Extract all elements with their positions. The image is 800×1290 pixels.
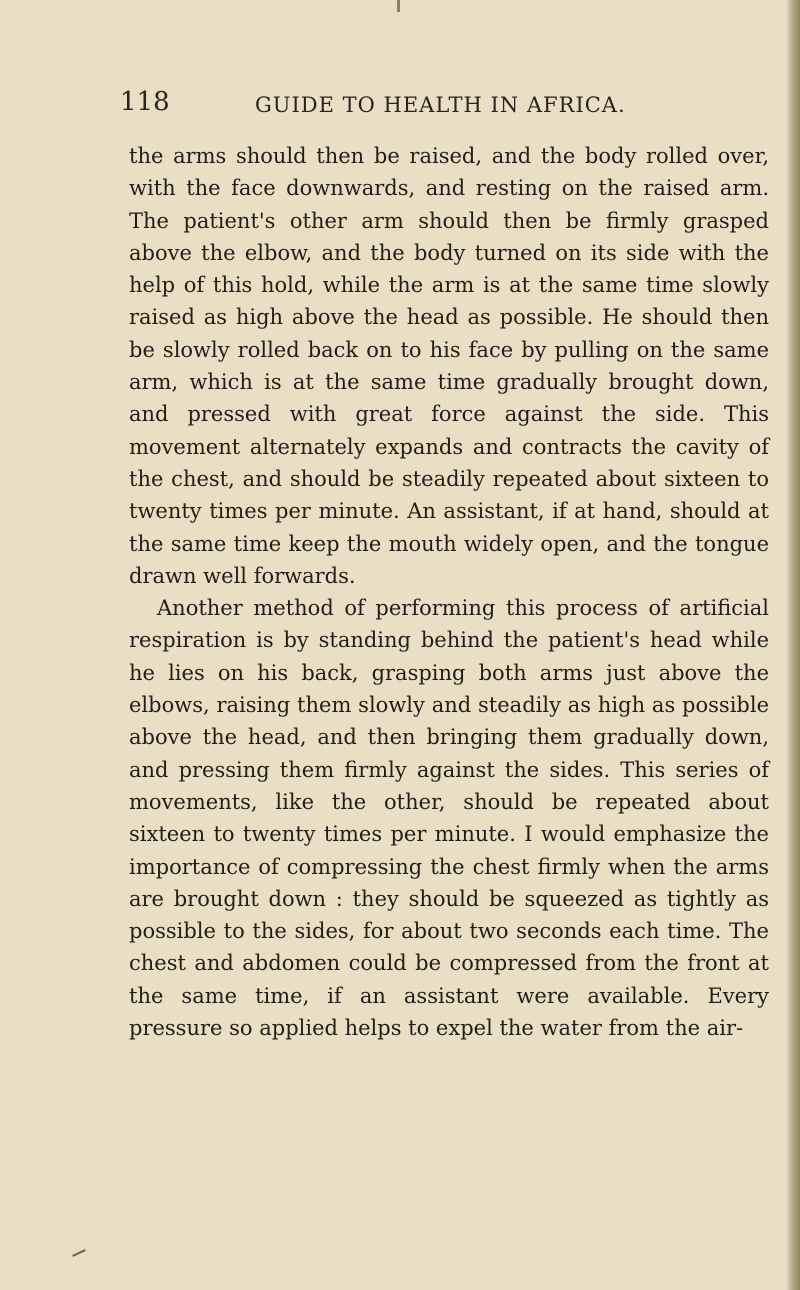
body-text [129,140,769,1044]
paragraph-2: Another method of performing this process of artificial respiration is by standing behind the patient's head while he lies on his back, grasping both arms just above the elbows, raising them slowly and steadily as high as possible above the head, and then bringing them gradually down, and pressing them firmly against the sides. This series of movements, like the other, should be repeated about sixteen to twenty times per minute. I would emphasize the importance of compressing the chest firmly when the arms are brought down : they should be squeezed as tightly as possible to the sides, for about two seconds each time. The chest and abdomen could be compressed from the front at the same time, if an assistant were available. Every pressure so applied helps to expel the water from the air- [129,596,769,1041]
page-edge-shadow [786,0,800,1290]
page-number: 118 [120,87,170,117]
running-head [120,82,770,132]
stray-ink-mark [72,1249,86,1257]
paragraph-1: the arms should then be raised, and the body rolled over, with the face downwards, and resting on the raised arm. The patient's other arm should then be firmly grasped above the elbow, and the body turned on its side with the help of this hold, while the arm is at the same time slowly raised as high above the head as possible. He should then be slowly rolled back on to his face by pulling on the same arm, which is at the same time gradually brought down, and pressed with great force against the side. This movement alternately expands and contracts the cavity of the chest, and should be steadily repeated about sixteen to twenty times per minute. An assistant, if at hand, should at the same time keep the mouth widely open, and the tongue drawn well forwards. [129,144,769,588]
ink-speck [397,0,400,12]
running-title: GUIDE TO HEALTH IN AFRICA. [255,93,626,117]
